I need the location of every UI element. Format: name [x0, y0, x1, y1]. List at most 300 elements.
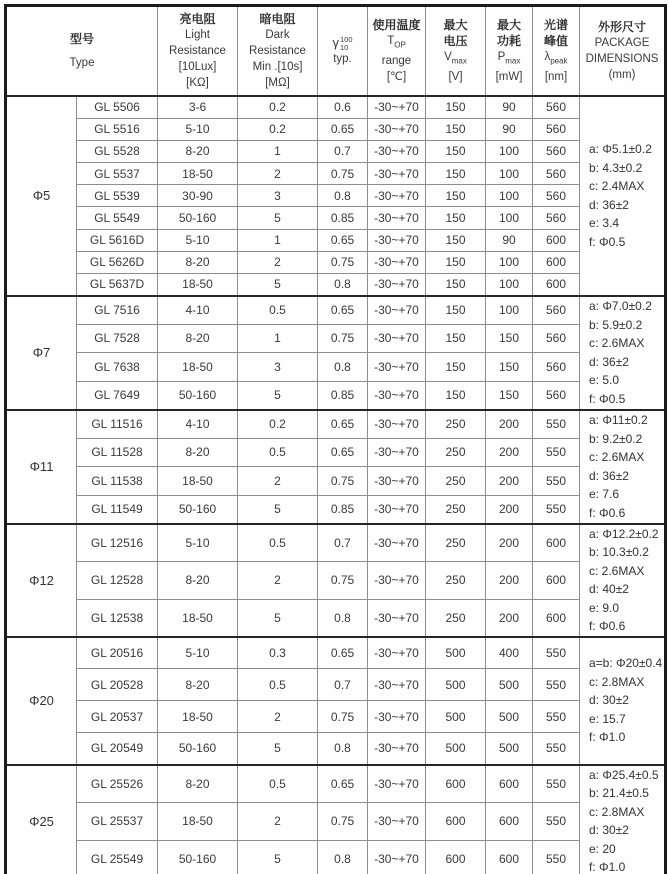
col-header-type [6, 6, 158, 97]
lambda-peak-cell: 560 [533, 381, 580, 410]
gamma-cell: 0.75 [318, 163, 368, 185]
spec-row [6, 599, 666, 637]
dark-resistance-cell: 0.2 [238, 410, 318, 439]
vmax-cell: 150 [426, 140, 486, 162]
dark-resistance-cell: 2 [238, 803, 318, 841]
pmax-cell: 200 [486, 561, 533, 599]
gamma-cell: 0.65 [318, 438, 368, 467]
lambda-peak-cell: 550 [533, 765, 580, 803]
lambda-peak-cell: 600 [533, 229, 580, 251]
model-cell: GL 5506 [77, 96, 158, 118]
spec-row [6, 438, 666, 467]
light-resistance-cell: 50-160 [158, 840, 238, 874]
light-resistance-cell: 4-10 [158, 296, 238, 325]
temp-range-cell: -30~+70 [368, 229, 426, 251]
dark-resistance-cell: 1 [238, 324, 318, 353]
gamma-cell: 0.85 [318, 207, 368, 229]
light-resistance-cell: 18-50 [158, 467, 238, 496]
model-cell: GL 5637D [77, 274, 158, 296]
pmax-cell: 200 [486, 467, 533, 496]
spec-row [6, 381, 666, 410]
light-resistance-cell: 5-10 [158, 118, 238, 140]
package-dim-line: d: 40±2 [589, 582, 629, 597]
package-dim-line: a=b: Φ20±0.4 [589, 656, 663, 671]
spec-row [6, 140, 666, 162]
gamma-cell: 0.7 [318, 140, 368, 162]
spec-row [6, 765, 666, 803]
package-dim-line: c: 2.8MAX [589, 804, 645, 819]
package-dim-line: e: 20 [589, 841, 616, 856]
spec-row [6, 669, 666, 701]
lambda-peak-cell: 560 [533, 353, 580, 382]
pmax-cell: 400 [486, 637, 533, 669]
vmax-cell: 250 [426, 495, 486, 524]
lambda-peak-cell: 560 [533, 140, 580, 162]
temp-range-cell: -30~+70 [368, 561, 426, 599]
package-dim-line: a: Φ12.2±0.2 [589, 526, 659, 541]
package-dim-line: b: 4.3±0.2 [589, 160, 643, 175]
diameter-group-cell: Φ7 [6, 296, 77, 410]
pmax-cell: 150 [486, 324, 533, 353]
gamma-cell: 0.75 [318, 467, 368, 496]
package-dim-line: e: 15.7 [589, 711, 626, 726]
dark-resistance-cell: 2 [238, 561, 318, 599]
temp-range-cell: -30~+70 [368, 701, 426, 733]
lambda-peak-cell: 560 [533, 96, 580, 118]
package-dim-line: e: 3.4 [589, 216, 620, 231]
lambda-peak-cell: 560 [533, 207, 580, 229]
temp-range-cell: -30~+70 [368, 495, 426, 524]
temp-range-cell: -30~+70 [368, 381, 426, 410]
pmax-cell: 150 [486, 381, 533, 410]
pmax-cell: 200 [486, 438, 533, 467]
model-cell: GL 11549 [77, 495, 158, 524]
col-header-pmax: 最大 功耗 $P_{max}$ [mW] [486, 6, 533, 97]
temp-range-cell: -30~+70 [368, 599, 426, 637]
light-resistance-cell: 50-160 [158, 495, 238, 524]
vmax-cell: 250 [426, 467, 486, 496]
diameter-group-cell: Φ11 [6, 410, 77, 524]
dark-resistance-cell: 5 [238, 599, 318, 637]
pmax-cell: 100 [486, 251, 533, 273]
pmax-cell: 600 [486, 840, 533, 874]
diameter-group-cell: Φ25 [6, 765, 77, 874]
package-dim-line: c: 2.6MAX [589, 450, 645, 465]
spec-row [6, 495, 666, 524]
model-cell: GL 20537 [77, 701, 158, 733]
package-dim-line: f: Φ0.6 [589, 505, 626, 520]
col-header-gamma: γ 100 10 typ. [318, 6, 368, 97]
lambda-peak-cell: 560 [533, 296, 580, 325]
light-resistance-cell: 8-20 [158, 669, 238, 701]
vmax-cell: 250 [426, 410, 486, 439]
dark-resistance-cell: 0.2 [238, 118, 318, 140]
pmax-cell: 600 [486, 803, 533, 841]
lambda-peak-cell: 560 [533, 118, 580, 140]
temp-range-cell: -30~+70 [368, 96, 426, 118]
lambda-peak-cell: 550 [533, 495, 580, 524]
package-dim-line: e: 5.0 [589, 373, 620, 388]
gamma-cell: 0.85 [318, 495, 368, 524]
light-resistance-cell: 50-160 [158, 733, 238, 765]
package-dim-line: c: 2.6MAX [589, 563, 645, 578]
pmax-cell: 500 [486, 669, 533, 701]
spec-row [6, 296, 666, 325]
spec-row [6, 118, 666, 140]
vmax-cell: 150 [426, 96, 486, 118]
spec-row [6, 840, 666, 874]
light-resistance-cell: 18-50 [158, 803, 238, 841]
temp-range-cell: -30~+70 [368, 524, 426, 562]
light-resistance-cell: 8-20 [158, 140, 238, 162]
light-resistance-cell: 30-90 [158, 185, 238, 207]
spec-row [6, 274, 666, 296]
lambda-peak-cell: 550 [533, 467, 580, 496]
dark-resistance-cell: 0.2 [238, 96, 318, 118]
package-dim-line: d: 36±2 [589, 468, 629, 483]
model-cell: GL 25526 [77, 765, 158, 803]
model-cell: GL 7649 [77, 381, 158, 410]
pmax-cell: 200 [486, 599, 533, 637]
col-header-package-dimensions: 外形尺寸 PACKAGE DIMENSIONS (mm) [580, 6, 666, 97]
vmax-cell: 500 [426, 733, 486, 765]
model-cell: GL 11516 [77, 410, 158, 439]
dark-resistance-cell: 5 [238, 733, 318, 765]
dark-resistance-cell: 2 [238, 163, 318, 185]
spec-row [6, 561, 666, 599]
temp-range-cell: -30~+70 [368, 840, 426, 874]
package-dimensions-cell [580, 296, 666, 410]
vmax-cell: 150 [426, 118, 486, 140]
model-cell: GL 25549 [77, 840, 158, 874]
vmax-cell: 150 [426, 185, 486, 207]
col-header-dark-resistance: 暗电阻 Dark Resistance Min .[10s] [MΩ] [238, 6, 318, 97]
spec-row [6, 701, 666, 733]
dark-resistance-cell: 0.5 [238, 765, 318, 803]
lambda-peak-cell: 550 [533, 701, 580, 733]
package-dim-line: c: 2.6MAX [589, 336, 645, 351]
package-dim-line: c: 2.4MAX [589, 179, 645, 194]
package-dim-line: d: 30±2 [589, 693, 629, 708]
spec-row [6, 524, 666, 562]
lambda-peak-cell: 600 [533, 274, 580, 296]
gamma-cell: 0.8 [318, 353, 368, 382]
temp-range-cell: -30~+70 [368, 324, 426, 353]
dark-resistance-cell: 1 [238, 140, 318, 162]
gamma-cell: 0.75 [318, 701, 368, 733]
vmax-cell: 500 [426, 701, 486, 733]
package-dim-line: f: Φ1.0 [589, 730, 626, 745]
vmax-cell: 150 [426, 381, 486, 410]
gamma-cell: 0.65 [318, 637, 368, 669]
col-header-lambda-peak: 光谱 峰值 $\lambda_{peak}$ [nm] [533, 6, 580, 97]
dark-resistance-cell: 2 [238, 467, 318, 496]
dark-resistance-cell: 0.5 [238, 296, 318, 325]
temp-range-cell: -30~+70 [368, 163, 426, 185]
pmax-cell: 150 [486, 353, 533, 382]
pmax-cell: 90 [486, 96, 533, 118]
temp-range-cell: -30~+70 [368, 410, 426, 439]
light-resistance-cell: 8-20 [158, 251, 238, 273]
type-label-zh: 型号 [69, 32, 94, 46]
spec-row [6, 251, 666, 273]
package-dim-line: a: Φ25.4±0.5 [589, 767, 659, 782]
type-label-en: Type [69, 57, 95, 69]
model-cell: GL 20516 [77, 637, 158, 669]
col-header-vmax: 最大 电压 $V_{max}$ [V] [426, 6, 486, 97]
package-dim-line: f: Φ0.6 [589, 619, 626, 634]
pmax-cell: 100 [486, 140, 533, 162]
temp-range-cell: -30~+70 [368, 637, 426, 669]
package-dim-line: b: 9.2±0.2 [589, 431, 643, 446]
temp-range-cell: -30~+70 [368, 274, 426, 296]
gamma-cell: 0.8 [318, 185, 368, 207]
vmax-cell: 250 [426, 524, 486, 562]
model-cell: GL 5626D [77, 251, 158, 273]
pmax-cell: 600 [486, 765, 533, 803]
vmax-cell: 150 [426, 296, 486, 325]
dark-resistance-cell: 3 [238, 185, 318, 207]
model-cell: GL 5616D [77, 229, 158, 251]
spec-row [6, 353, 666, 382]
light-resistance-cell: 8-20 [158, 324, 238, 353]
pmax-cell: 100 [486, 207, 533, 229]
spec-row [6, 467, 666, 496]
vmax-cell: 150 [426, 251, 486, 273]
vmax-cell: 600 [426, 840, 486, 874]
dark-resistance-cell: 5 [238, 381, 318, 410]
package-dim-line: b: 21.4±0.5 [589, 786, 649, 801]
package-dim-line: a: Φ7.0±0.2 [589, 299, 652, 314]
model-cell: GL 25537 [77, 803, 158, 841]
vmax-cell: 500 [426, 669, 486, 701]
package-dimensions-cell [580, 524, 666, 637]
model-cell: GL 12538 [77, 599, 158, 637]
spec-row [6, 733, 666, 765]
pmax-cell: 200 [486, 495, 533, 524]
lambda-peak-cell: 550 [533, 410, 580, 439]
gamma-cell: 0.75 [318, 561, 368, 599]
package-dim-line: b: 10.3±0.2 [589, 545, 649, 560]
dark-resistance-cell: 0.3 [238, 637, 318, 669]
dark-resistance-cell: 0.5 [238, 524, 318, 562]
lambda-peak-cell: 550 [533, 840, 580, 874]
dark-resistance-cell: 0.5 [238, 438, 318, 467]
model-cell: GL 12516 [77, 524, 158, 562]
light-resistance-cell: 5-10 [158, 524, 238, 562]
temp-range-cell: -30~+70 [368, 765, 426, 803]
temp-range-cell: -30~+70 [368, 733, 426, 765]
spec-row [6, 324, 666, 353]
light-resistance-cell: 3-6 [158, 96, 238, 118]
pmax-cell: 500 [486, 733, 533, 765]
light-resistance-cell: 50-160 [158, 381, 238, 410]
pmax-cell: 90 [486, 229, 533, 251]
gamma-cell: 0.75 [318, 324, 368, 353]
package-dim-line: b: 5.9±0.2 [589, 317, 643, 332]
dark-resistance-cell: 1 [238, 229, 318, 251]
gamma-symbol: γ [332, 34, 339, 50]
package-dim-line: d: 36±2 [589, 197, 629, 212]
diameter-group-cell: Φ20 [6, 637, 77, 765]
package-dim-line: a: Φ5.1±0.2 [589, 142, 652, 157]
gamma-cell: 0.65 [318, 410, 368, 439]
temp-range-cell: -30~+70 [368, 251, 426, 273]
lambda-peak-cell: 600 [533, 561, 580, 599]
package-dimensions-cell [580, 96, 666, 296]
lambda-peak-cell: 560 [533, 324, 580, 353]
package-dim-line: c: 2.8MAX [589, 674, 645, 689]
lambda-peak-cell: 600 [533, 599, 580, 637]
package-dim-line: e: 9.0 [589, 600, 620, 615]
light-resistance-cell: 18-50 [158, 599, 238, 637]
spec-row [6, 185, 666, 207]
vmax-cell: 150 [426, 207, 486, 229]
lambda-peak-cell: 550 [533, 803, 580, 841]
temp-range-cell: -30~+70 [368, 207, 426, 229]
dark-resistance-cell: 5 [238, 495, 318, 524]
dark-resistance-cell: 5 [238, 207, 318, 229]
spec-row [6, 96, 666, 118]
light-resistance-cell: 5-10 [158, 229, 238, 251]
package-dim-line: f: Φ0.5 [589, 391, 626, 406]
diameter-group-cell: Φ12 [6, 524, 77, 637]
lambda-peak-cell: 550 [533, 733, 580, 765]
gamma-cell: 0.85 [318, 381, 368, 410]
vmax-cell: 150 [426, 353, 486, 382]
package-dimensions-cell [580, 637, 666, 765]
spec-row [6, 207, 666, 229]
spec-row [6, 410, 666, 439]
lambda-peak-cell: 600 [533, 251, 580, 273]
package-dimensions-cell [580, 765, 666, 874]
temp-range-cell: -30~+70 [368, 669, 426, 701]
dark-resistance-cell: 2 [238, 251, 318, 273]
model-cell: GL 5539 [77, 185, 158, 207]
spec-row [6, 637, 666, 669]
gamma-cell: 0.8 [318, 840, 368, 874]
temp-range-cell: -30~+70 [368, 438, 426, 467]
light-resistance-cell: 4-10 [158, 410, 238, 439]
header-row [6, 6, 666, 97]
vmax-cell: 250 [426, 599, 486, 637]
model-cell: GL 7516 [77, 296, 158, 325]
vmax-cell: 150 [426, 324, 486, 353]
gamma-cell: 0.75 [318, 251, 368, 273]
package-dim-line: a: Φ11±0.2 [589, 413, 648, 428]
dark-resistance-cell: 2 [238, 701, 318, 733]
lambda-peak-cell: 600 [533, 524, 580, 562]
lambda-peak-cell: 560 [533, 163, 580, 185]
light-resistance-cell: 8-20 [158, 765, 238, 803]
lambda-peak-cell: 550 [533, 669, 580, 701]
gamma-cell: 0.7 [318, 524, 368, 562]
gamma-cell: 0.65 [318, 296, 368, 325]
gamma-fraction: 100 10 [339, 35, 353, 52]
gamma-cell: 0.6 [318, 96, 368, 118]
spec-row [6, 803, 666, 841]
vmax-cell: 600 [426, 803, 486, 841]
temp-range-cell: -30~+70 [368, 803, 426, 841]
model-cell: GL 20549 [77, 733, 158, 765]
model-cell: GL 5516 [77, 118, 158, 140]
pmax-cell: 90 [486, 118, 533, 140]
model-cell: GL 7528 [77, 324, 158, 353]
light-resistance-cell: 5-10 [158, 637, 238, 669]
pmax-cell: 500 [486, 701, 533, 733]
light-resistance-cell: 18-50 [158, 163, 238, 185]
gamma-cell: 0.65 [318, 229, 368, 251]
model-cell: GL 12528 [77, 561, 158, 599]
package-dimensions-cell [580, 410, 666, 524]
spec-row [6, 229, 666, 251]
gamma-cell: 0.75 [318, 803, 368, 841]
pmax-cell: 100 [486, 185, 533, 207]
temp-range-cell: -30~+70 [368, 185, 426, 207]
col-header-light-resistance: 亮电阻 Light Resistance [10Lux] [KΩ] [158, 6, 238, 97]
package-dim-line: f: Φ1.0 [589, 860, 626, 874]
temp-range-cell: -30~+70 [368, 353, 426, 382]
model-cell: GL 20528 [77, 669, 158, 701]
pmax-cell: 100 [486, 274, 533, 296]
light-resistance-cell: 8-20 [158, 438, 238, 467]
light-resistance-cell: 18-50 [158, 353, 238, 382]
dark-resistance-cell: 0.5 [238, 669, 318, 701]
light-resistance-cell: 50-160 [158, 207, 238, 229]
light-resistance-cell: 18-50 [158, 701, 238, 733]
vmax-cell: 500 [426, 637, 486, 669]
gamma-cell: 0.65 [318, 765, 368, 803]
pmax-cell: 100 [486, 296, 533, 325]
pmax-cell: 200 [486, 524, 533, 562]
temp-range-cell: -30~+70 [368, 118, 426, 140]
model-cell: GL 5549 [77, 207, 158, 229]
col-header-temp-range: 使用温度 $T_{OP}$ range [℃] [368, 6, 426, 97]
vmax-cell: 150 [426, 163, 486, 185]
dark-resistance-cell: 5 [238, 840, 318, 874]
package-dim-line: e: 7.6 [589, 487, 620, 502]
light-resistance-cell: 8-20 [158, 561, 238, 599]
spec-row [6, 163, 666, 185]
pmax-cell: 200 [486, 410, 533, 439]
lambda-peak-cell: 560 [533, 185, 580, 207]
vmax-cell: 600 [426, 765, 486, 803]
temp-range-cell: -30~+70 [368, 296, 426, 325]
model-cell: GL 5528 [77, 140, 158, 162]
package-dim-line: d: 30±2 [589, 823, 629, 838]
package-dim-line: d: 36±2 [589, 354, 629, 369]
dark-resistance-cell: 5 [238, 274, 318, 296]
model-cell: GL 5537 [77, 163, 158, 185]
model-cell: GL 11528 [77, 438, 158, 467]
pmax-cell: 100 [486, 163, 533, 185]
lambda-peak-cell: 550 [533, 438, 580, 467]
vmax-cell: 250 [426, 438, 486, 467]
temp-range-cell: -30~+70 [368, 140, 426, 162]
dark-resistance-cell: 3 [238, 353, 318, 382]
gamma-cell: 0.7 [318, 669, 368, 701]
lambda-peak-cell: 550 [533, 637, 580, 669]
photoresistor-spec-table [4, 4, 667, 874]
model-cell: GL 7638 [77, 353, 158, 382]
vmax-cell: 250 [426, 561, 486, 599]
model-cell: GL 11538 [77, 467, 158, 496]
gamma-cell: 0.8 [318, 274, 368, 296]
package-dim-line: f: Φ0.5 [589, 234, 626, 249]
gamma-cell: 0.65 [318, 118, 368, 140]
light-resistance-cell: 18-50 [158, 274, 238, 296]
vmax-cell: 150 [426, 274, 486, 296]
